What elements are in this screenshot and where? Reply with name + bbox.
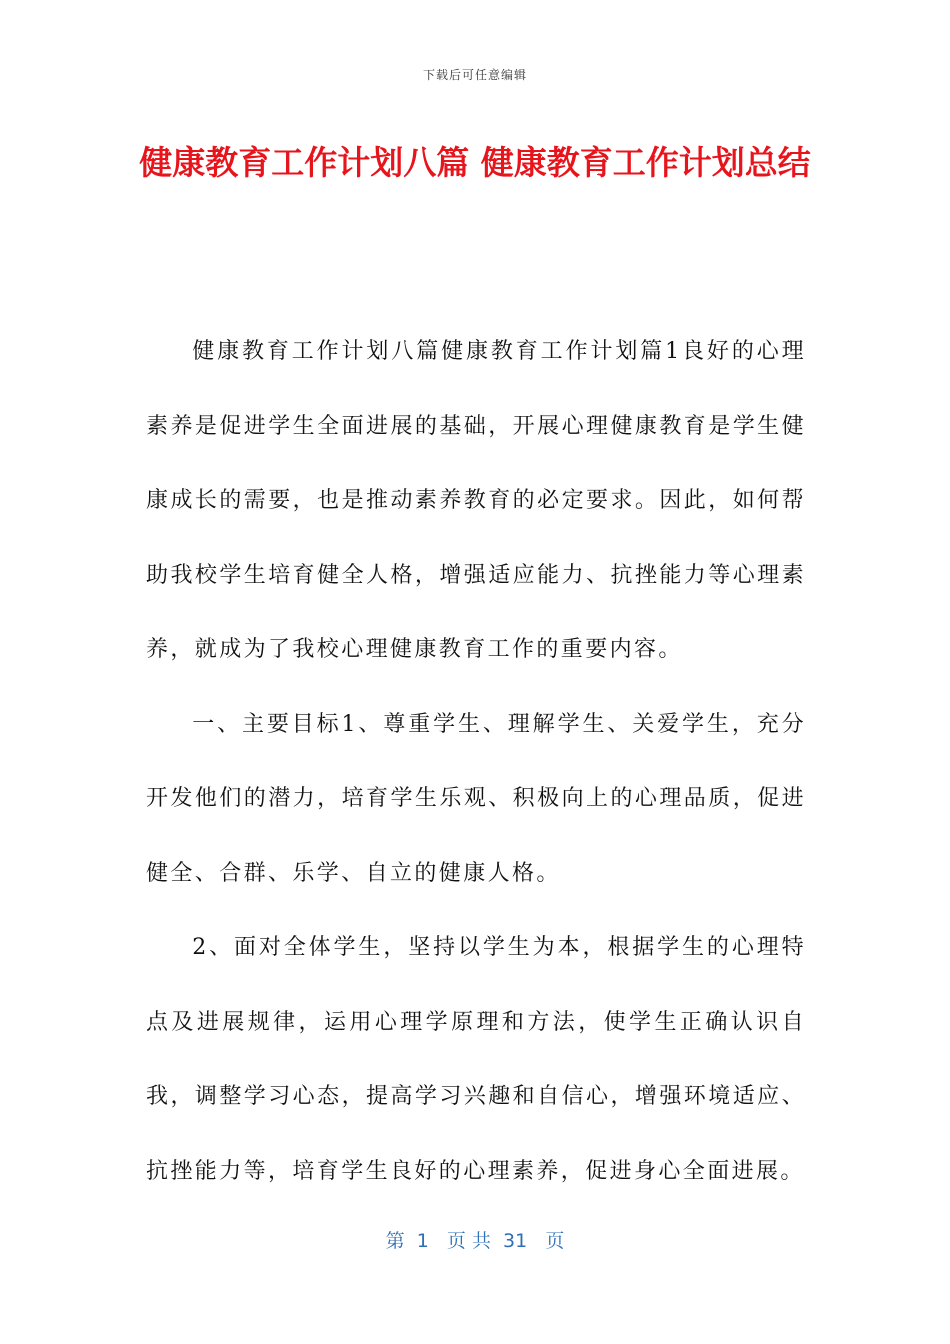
document-body [146,315,806,1209]
header-note: 下载后可任意编辑 [422,68,527,82]
paragraph: 一、主要目标1、尊重学生、理解学生、关爱学生，充分开发他们的潜力，培育学生乐观、积极向上的心理品质，促进健全、合群、乐学、自立的健康人格。 [146,711,806,886]
paragraph: 健康教育工作计划八篇健康教育工作计划篇1良好的心理素养是促进学生全面进展的基础，开展心理健康教育是学生健康成长的需要，也是推动素养教育的必定要求。因此，如何帮助我校学生培育健全人格，增强适应能力、抗挫能力等心理素养，就成为了我校心理健康教育工作的重要内容。 [146,339,806,662]
paragraph: 2、面对全体学生，坚持以学生为本，根据学生的心理特点及进展规律，运用心理学原理和方法，使学生正确认识自我，调整学习心态，提高学习兴趣和自信心，增强环境适应、抗挫能力等，培育学生良好的心理素养，促进身心全面进展。 [146,935,806,1184]
page-number-footer: 第 1 页 共 31 页 [385,1230,565,1252]
document-title: 健康教育工作计划八篇 健康教育工作计划总结 [139,143,811,182]
